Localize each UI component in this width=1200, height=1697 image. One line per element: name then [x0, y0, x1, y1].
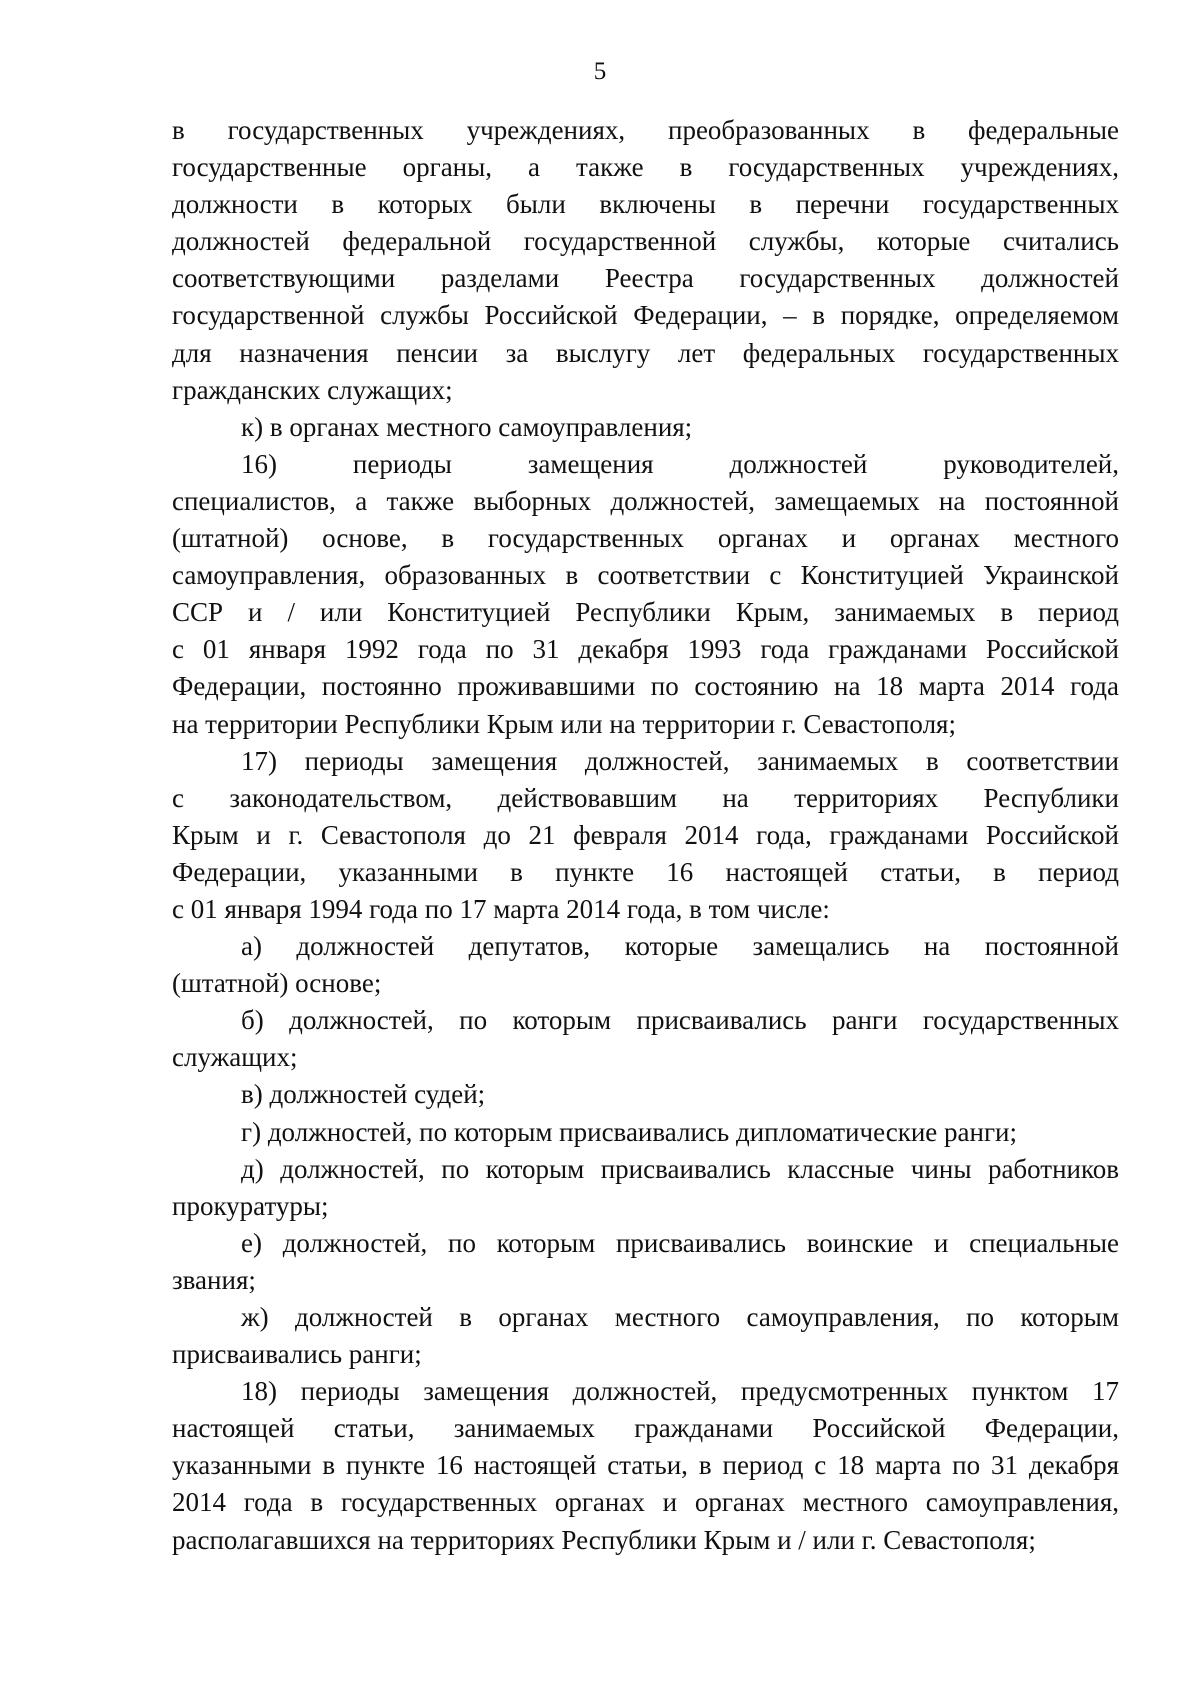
text-line: Крым и г. Севастополя до 21 февраля 2014 года, гражданами Российской [172, 819, 1119, 850]
text-line: (штатной) основе; [172, 968, 382, 999]
text-line: Федерации, постоянно проживавшими по состоянию на 18 марта 2014 года [172, 671, 1119, 702]
text-line: ж) должностей в органах местного самоуправления, по которым [241, 1302, 1119, 1332]
text-line: г) должностей, по которым присваивались дипломатические ранги; [241, 1116, 1017, 1147]
text-line: для назначения пенсии за выслугу лет федеральных государственных [172, 337, 1119, 368]
text-line: 17) периоды замещения должностей, занимаемых в соответствии [241, 745, 1119, 776]
text-line: государственной службы Российской Федерации, – в порядке, определяемом [172, 300, 1119, 331]
text-line: Федерации, указанными в пункте 16 настоящей статьи, в период [172, 856, 1119, 887]
text-line: 18) периоды замещения должностей, предусмотренных пунктом 17 [241, 1376, 1119, 1407]
text-line: в государственных учреждениях, преобразованных в федеральные [172, 115, 1119, 145]
text-line: 2014 года в государственных органах и органах местного самоуправления, [172, 1487, 1119, 1518]
text-line: с законодательством, действовавшим на территориях Республики [172, 782, 1119, 813]
text-line: гражданских служащих; [172, 374, 453, 405]
text-line: на территории Республики Крым или на территории г. Севастополя; [172, 708, 956, 739]
text-line: с 01 января 1992 года по 31 декабря 1993 года гражданами Российской [172, 634, 1119, 665]
text-line: настоящей статьи, занимаемых гражданами Российской Федерации, [172, 1413, 1119, 1444]
text-line: прокуратуры; [172, 1190, 329, 1221]
text-line: должности в которых были включены в перечни государственных [172, 189, 1119, 220]
text-line: ССР и / или Конституцией Республики Крым, занимаемых в период [172, 597, 1119, 628]
text-line: (штатной) основе, в государственных органах и органах местного [172, 523, 1119, 554]
page-number: 5 [593, 58, 607, 85]
text-line: самоуправления, образованных в соответствии с Конституцией Украинской [172, 560, 1119, 591]
text-line: в) должностей судей; [241, 1079, 486, 1110]
text-line: с 01 января 1994 года по 17 марта 2014 года, в том числе: [172, 893, 830, 924]
document-body [172, 112, 1119, 1559]
text-line: служащих; [172, 1042, 298, 1073]
text-line: специалистов, а также выборных должностей, замещаемых на постоянной [172, 485, 1119, 516]
text-line: 16) периоды замещения должностей руководителей, [241, 448, 1119, 479]
text-line: е) должностей, по которым присваивались воинские и специальные [241, 1227, 1119, 1258]
text-line: б) должностей, по которым присваивались ранги государственных [241, 1005, 1119, 1036]
text-line: а) должностей депутатов, которые замещались на постоянной [241, 931, 1119, 962]
text-line: указанными в пункте 16 настоящей статьи, в период с 18 марта по 31 декабря [172, 1450, 1119, 1481]
text-line: должностей федеральной государственной службы, которые считались [172, 226, 1119, 257]
text-line: звания; [172, 1264, 256, 1295]
text-line: д) должностей, по которым присваивались классные чины работников [241, 1153, 1119, 1184]
text-line: присваивались ранги; [172, 1339, 422, 1370]
text-line: располагавшихся на территориях Республики Крым и / или г. Севастополя; [172, 1524, 1036, 1555]
text-line: государственные органы, а также в государственных учреждениях, [172, 152, 1119, 183]
text-line: к) в органах местного самоуправления; [241, 411, 693, 442]
text-line: соответствующими разделами Реестра государственных должностей [172, 263, 1119, 294]
